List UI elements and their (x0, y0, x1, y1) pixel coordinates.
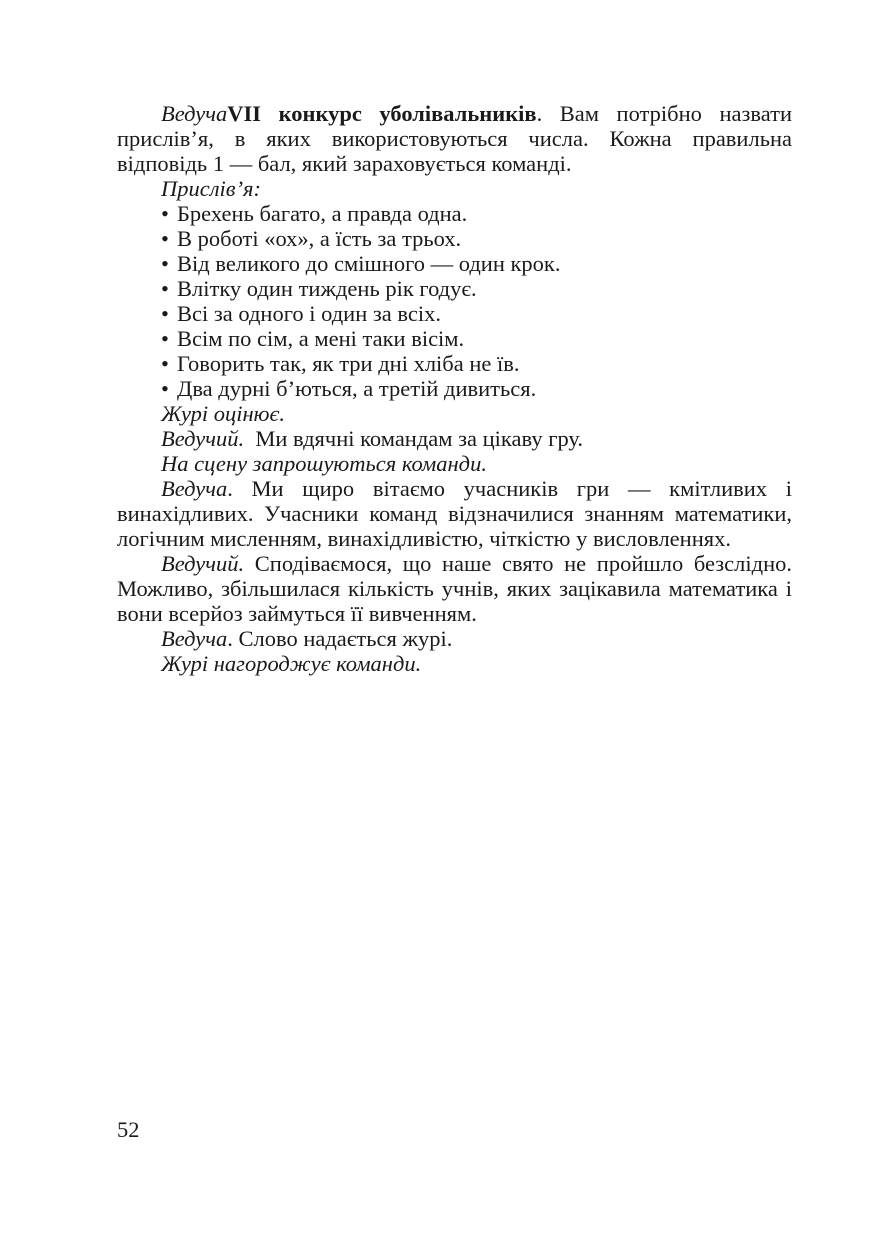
list-item: • Брехень багато, а правда одна. (161, 201, 468, 226)
bullet-icon: • (161, 201, 169, 226)
bullet-icon: • (161, 326, 169, 351)
bullet-icon: • (161, 276, 169, 301)
contest-title: VII конкурс уболівальників (227, 101, 537, 126)
paragraph-text: . Слово надається журі. (227, 626, 453, 651)
bullet-icon: • (161, 251, 169, 276)
page-text (117, 101, 792, 676)
list-item: • Влітку один тиждень рік годує. (161, 276, 477, 301)
stage-direction-jury-awards: Журі нагороджує команди. (161, 651, 422, 676)
list-item: • Всім по сім, а мені таки вісім. (161, 326, 465, 351)
paragraph-thanks (117, 426, 792, 451)
bullet-icon: • (161, 376, 169, 401)
paragraph-text: . Ми щиро вітаємо учасників гри — кмітливих і винахідливих. Учасники команд відзначилися знанням математики, логічним мисленням, винахідливістю, чіткістю у висловленнях. (117, 476, 792, 551)
list-item: • Всі за одного і один за всіх. (161, 301, 441, 326)
paragraph-text: Сподіваємося, що наше свято не пройшло безслідно. Можливо, збільшилася кількість учнів, яких зацікавила математика і вони всерйоз займуться її вивченням. (117, 551, 792, 626)
paragraph-contest-intro (117, 101, 792, 176)
speaker-label: Ведуча (161, 101, 228, 126)
bullet-icon: • (161, 351, 169, 376)
stage-direction-jury-evaluates: Журі оцінює. (161, 401, 285, 426)
paragraph-greeting (117, 476, 792, 551)
speaker-label: Ведучий. (161, 426, 245, 451)
speaker-label: Ведуча (161, 476, 228, 501)
paragraph-jury-word (117, 626, 792, 651)
list-item: • Два дурні б’ються, а третій дивиться. (161, 376, 537, 401)
bullet-icon: • (161, 226, 169, 251)
list-item: • Говорить так, як три дні хліба не їв. (161, 351, 520, 376)
bullet-icon: • (161, 301, 169, 326)
stage-direction-teams-invited: На сцену запрошуються команди. (161, 451, 487, 476)
paragraph-text: . Вам потрібно назвати прислів’я, в яких використовуються числа. Кожна правильна відповідь 1 — бал, який зараховується команді. (117, 101, 792, 176)
paragraph-text: Ми вдячні командам за цікаву гру. (244, 426, 584, 451)
speaker-label: Ведучий. (161, 551, 245, 576)
list-item: • В роботі «ох», а їсть за трьох. (161, 226, 462, 251)
list-item: • Від великого до смішного — один крок. (161, 251, 561, 276)
proverbs-list (117, 201, 792, 401)
speaker-label: Ведуча (161, 626, 228, 651)
page-number: 52 (117, 1117, 140, 1142)
proverbs-heading: Прислів’я: (161, 176, 262, 201)
paragraph-hope (117, 551, 792, 626)
